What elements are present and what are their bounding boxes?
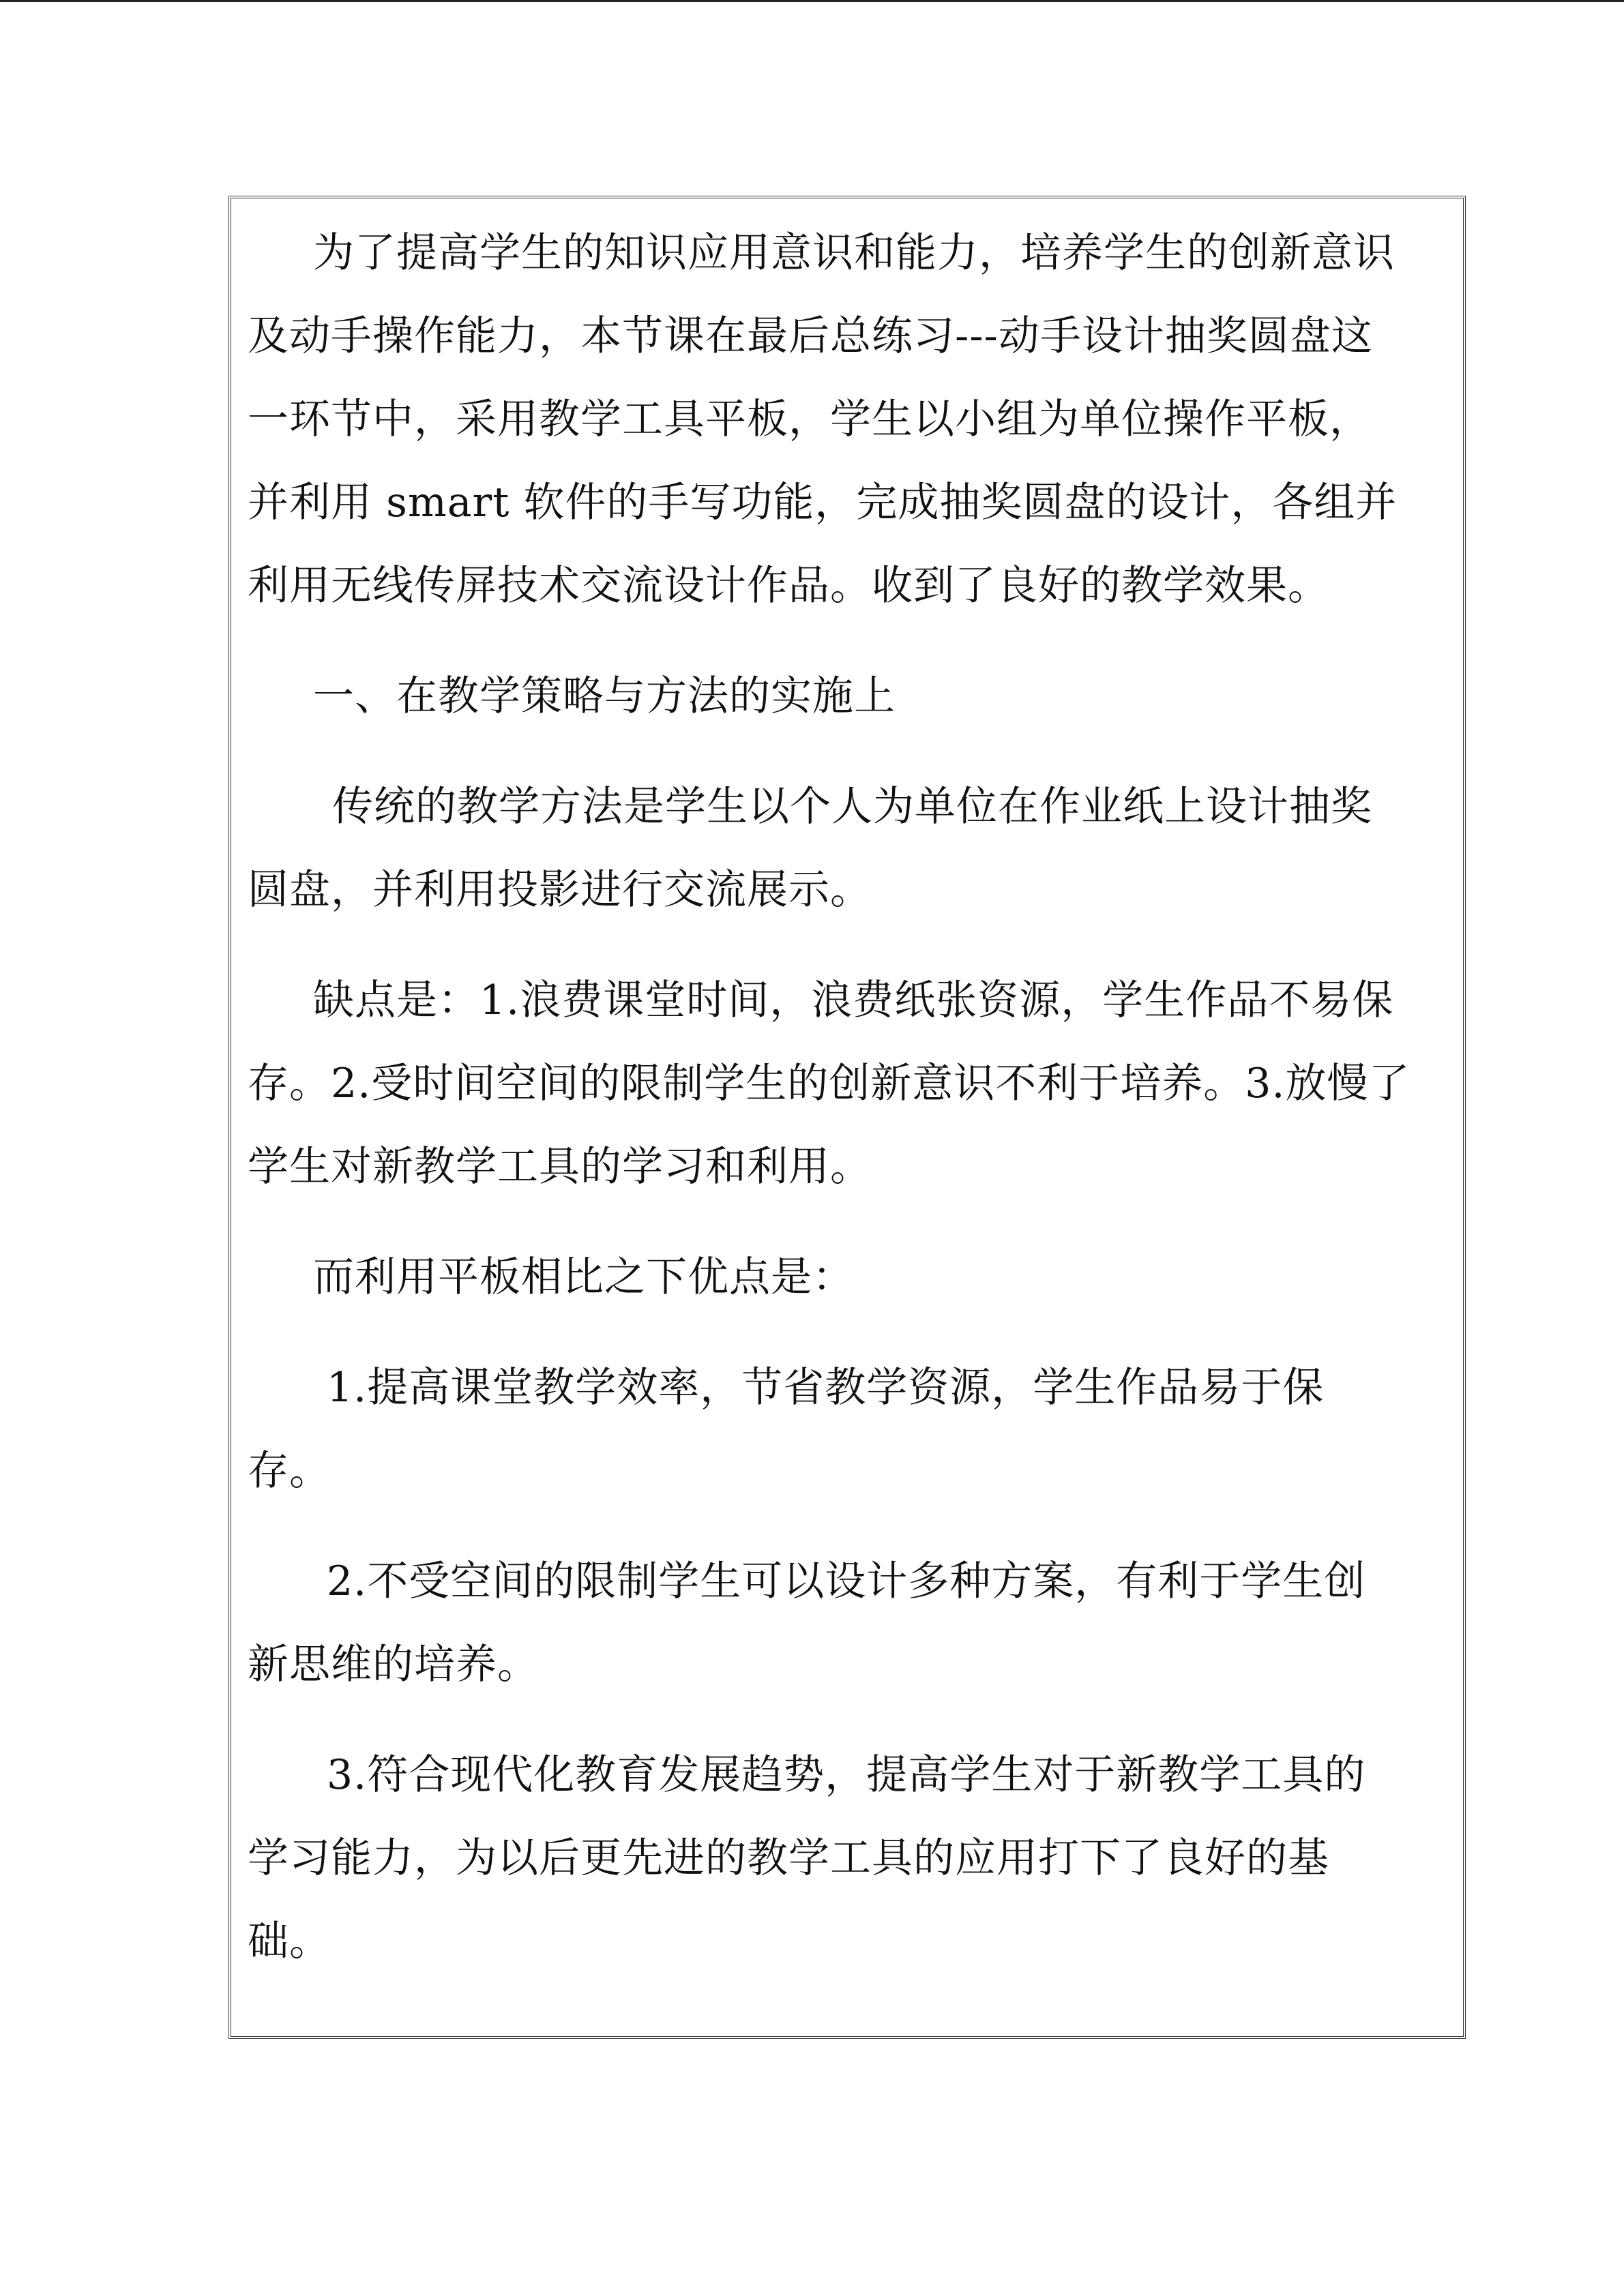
text-line: 1.提高课堂教学效率，节省教学资源，学生作品易于保 — [327, 1364, 1325, 1412]
text-line: 学习能力，为以后更先进的教学工具的应用打下了良好的基 — [248, 1834, 1329, 1882]
text-line: 2.不受空间的限制学生可以设计多种方案，有利于学生创 — [327, 1557, 1366, 1605]
text-line: 新思维的培养。 — [248, 1641, 539, 1688]
text-line: 存。 — [248, 1447, 331, 1495]
text-line: 3.符合现代化教育发展趋势，提高学生对于新教学工具的 — [327, 1751, 1366, 1799]
text-line: 一环节中，采用教学工具平板，学生以小组为单位操作平板， — [248, 396, 1371, 443]
text-line: 而利用平板相比之下优点是： — [313, 1253, 854, 1301]
text-line: 础。 — [248, 1918, 331, 1965]
text-line: 存。2.受时间空间的限制学生的创新意识不利于培养。3.放慢了 — [248, 1060, 1411, 1107]
top-border-line — [0, 0, 1624, 2]
text-line: 学生对新教学工具的学习和利用。 — [248, 1143, 872, 1191]
text-line: 缺点是：1.浪费课堂时间，浪费纸张资源，学生作品不易保 — [313, 976, 1394, 1024]
text-line: 利用无线传屏技术交流设计作品。收到了良好的教学效果。 — [248, 562, 1329, 610]
heading-line: 一、在教学策略与方法的实施上 — [313, 672, 896, 720]
text-line: 圆盘，并利用投影进行交流展示。 — [248, 866, 872, 914]
text-line: 为了提高学生的知识应用意识和能力，培养学生的创新意识 — [313, 229, 1395, 277]
text-line: 传统的教学方法是学生以个人为单位在作业纸上设计抽奖 — [332, 783, 1372, 831]
text-line: 并利用 smart 软件的手写功能，完成抽奖圆盘的设计，各组并 — [248, 479, 1398, 526]
text-line: 及动手操作能力，本节课在最后总练习---动手设计抽奖圆盘这 — [248, 312, 1373, 360]
bordered-text-box — [228, 196, 1466, 2039]
